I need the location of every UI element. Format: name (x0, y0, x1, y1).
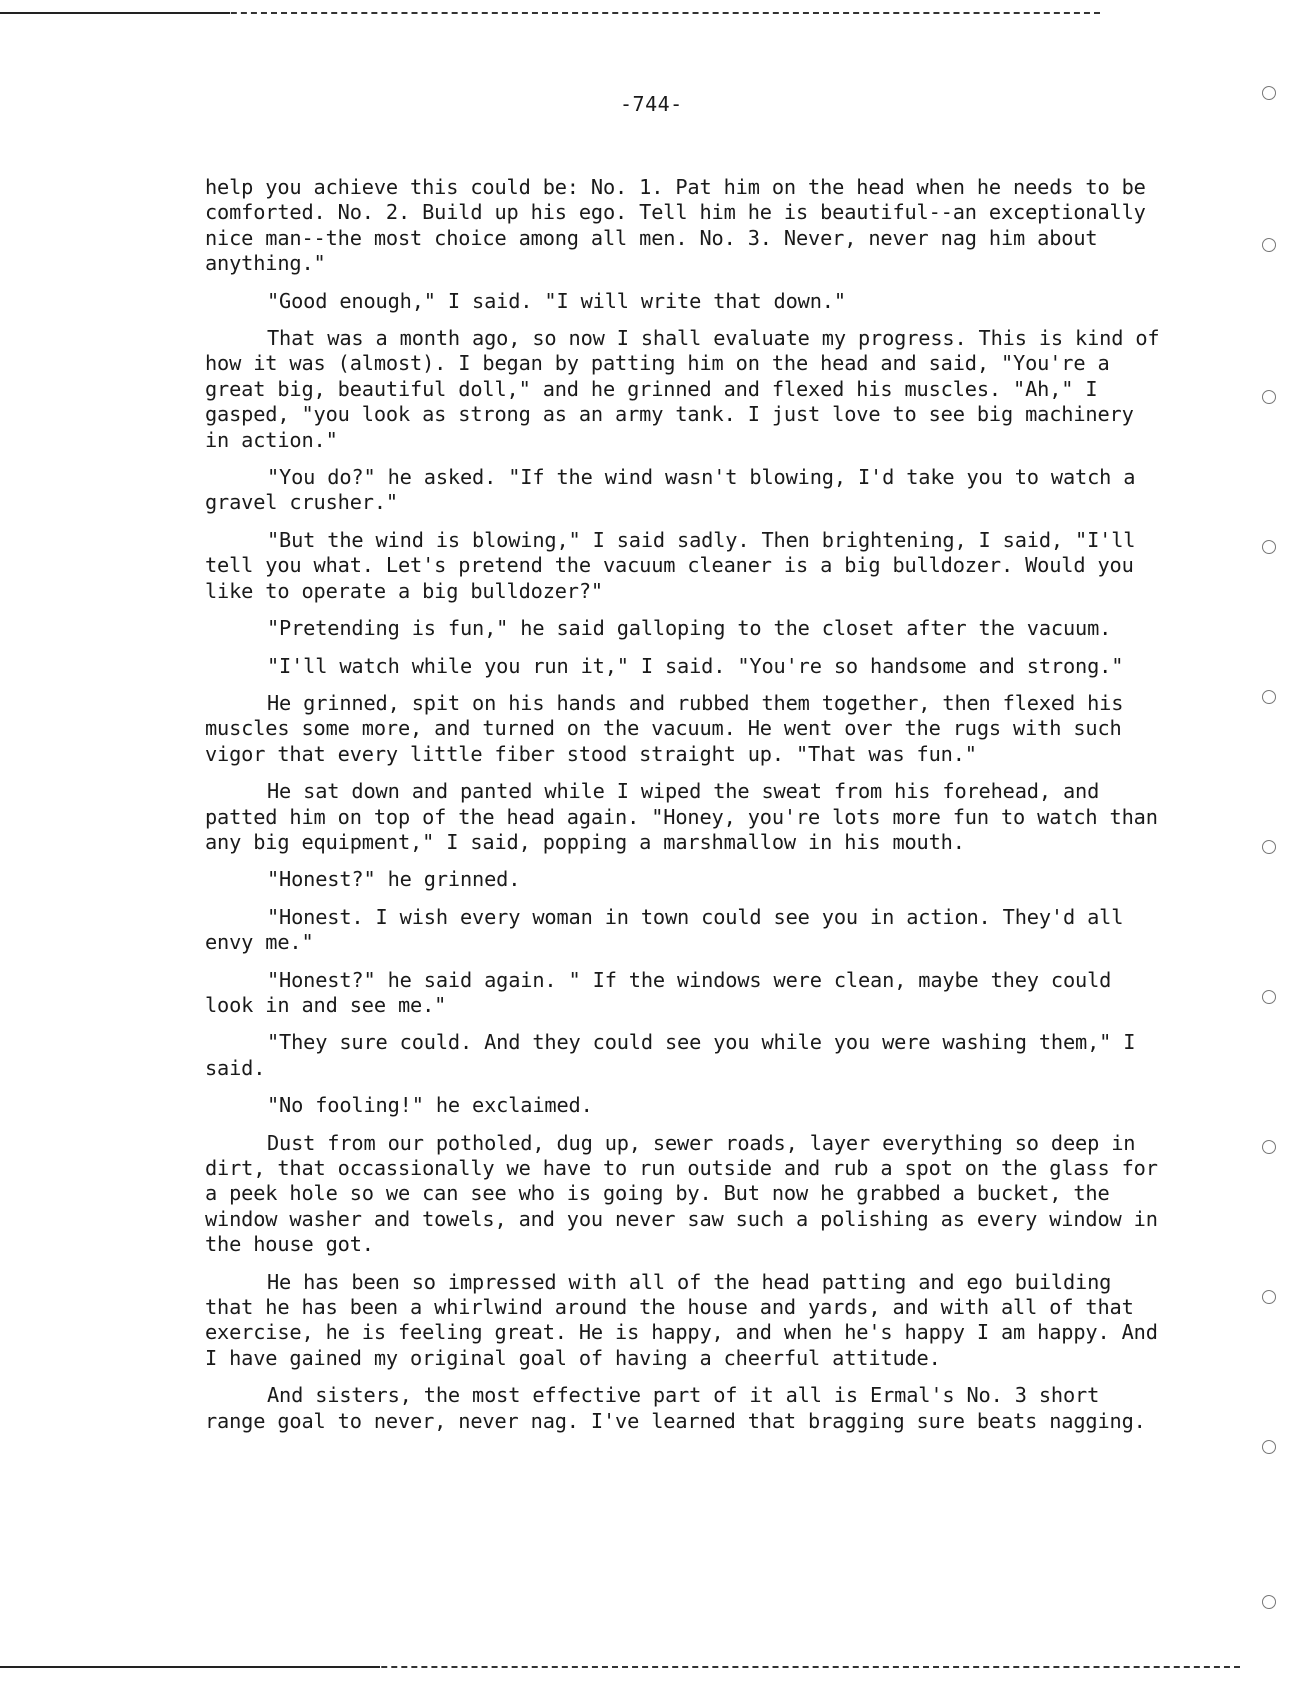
binder-hole-icon (1262, 238, 1276, 252)
paragraph: "But the wind is blowing," I said sadly. Then brightening, I said, "I'll tell you what. Let's pretend the vacuum cleaner is a big bulldozer. Would you like to operate a big bulldozer?" (205, 527, 1148, 603)
paragraph: "No fooling!" he exclaimed. (267, 1093, 593, 1118)
binder-hole-icon (1262, 390, 1276, 404)
paragraph: "They sure could. And they could see you while you were washing them," I said. (205, 1030, 1148, 1080)
binder-hole-icon (1262, 690, 1276, 704)
binder-hole-icon (1262, 840, 1276, 854)
paragraph: "Honest?" he grinned. (267, 867, 521, 892)
paragraph: "Honest. I wish every woman in town could see you in action. They'd all envy me." (205, 904, 1136, 955)
paragraph: "Pretending is fun," he said galloping to the closet after the vacuum. (267, 616, 1112, 641)
binder-hole-icon (1262, 86, 1276, 100)
paragraph: "You do?" he asked. "If the wind wasn't blowing, I'd take you to watch a gravel crusher." (205, 465, 1148, 515)
paragraph: "I'll watch while you run it," I said. "You're so handsome and strong." (267, 653, 1124, 678)
binder-hole-icon (1262, 990, 1276, 1004)
paragraph: He sat down and panted while I wiped the sweat from his forehead, and patted him on top of the head again. "Honey, you're lots more fun to watch than any big equipment," I said, popping a marshmallow in his mouth. (205, 779, 1170, 854)
paragraph: That was a month ago, so now I shall evaluate my progress. This is kind of how it was (almost). I began by patting him on the head and said, "You're a great big, beautiful doll," and he grinned and flexed his muscles. "Ah," I gasped, "you look as strong as an army tank. I just love to see big machinery in action." (205, 326, 1172, 452)
binder-hole-icon (1262, 1290, 1276, 1304)
paragraph: Dust from our potholed, dug up, sewer roads, layer everything so deep in dirt, that occassionally we have to run outside and rub a spot on the glass for a peek hole so we can see who is going by. But now he grabbed a bucket, the window washer and towels, and you never saw such a polishing as every window in the house got. (205, 1130, 1170, 1257)
paragraph: He grinned, spit on his hands and rubbed them together, then flexed his muscles some more, and turned on the vacuum. He went over the rugs with such vigor that every little fiber stood straight up. "That was fun." (205, 690, 1136, 766)
binder-hole-icon (1262, 1440, 1276, 1454)
binder-hole-icon (1262, 1595, 1276, 1609)
body-text (205, 175, 1172, 1446)
paragraph: help you achieve this could be: No. 1. Pat him on the head when he needs to be comforted. No. 2. Build up his ego. Tell him he is beautiful--an exceptionally nice man--the most choice among all men. No. 3. Never, never nag him about anything." (205, 175, 1158, 276)
paragraph: He has been so impressed with all of the head patting and ego building that he has been a whirlwind around the house and yards, and with all of that exercise, he is feeling great. He is happy, and when he's happy I am happy. And I have gained my original goal of having a cheerful attitude. (205, 1269, 1170, 1370)
paragraph: "Honest?" he said again. " If the windows were clean, maybe they could look in and see me." (205, 967, 1124, 1017)
page-number: -744- (620, 92, 683, 116)
bottom-edge-solid-line (0, 1666, 380, 1668)
paragraph: And sisters, the most effective part of it all is Ermal's No. 3 short range goal to never, never nag. I've learned that bragging sure beats nagging. (205, 1383, 1146, 1433)
paragraph: "Good enough," I said. "I will write that down." (267, 288, 846, 313)
binder-hole-icon (1262, 1140, 1276, 1154)
binder-hole-icon (1262, 540, 1276, 554)
top-edge-solid-line (0, 12, 230, 14)
